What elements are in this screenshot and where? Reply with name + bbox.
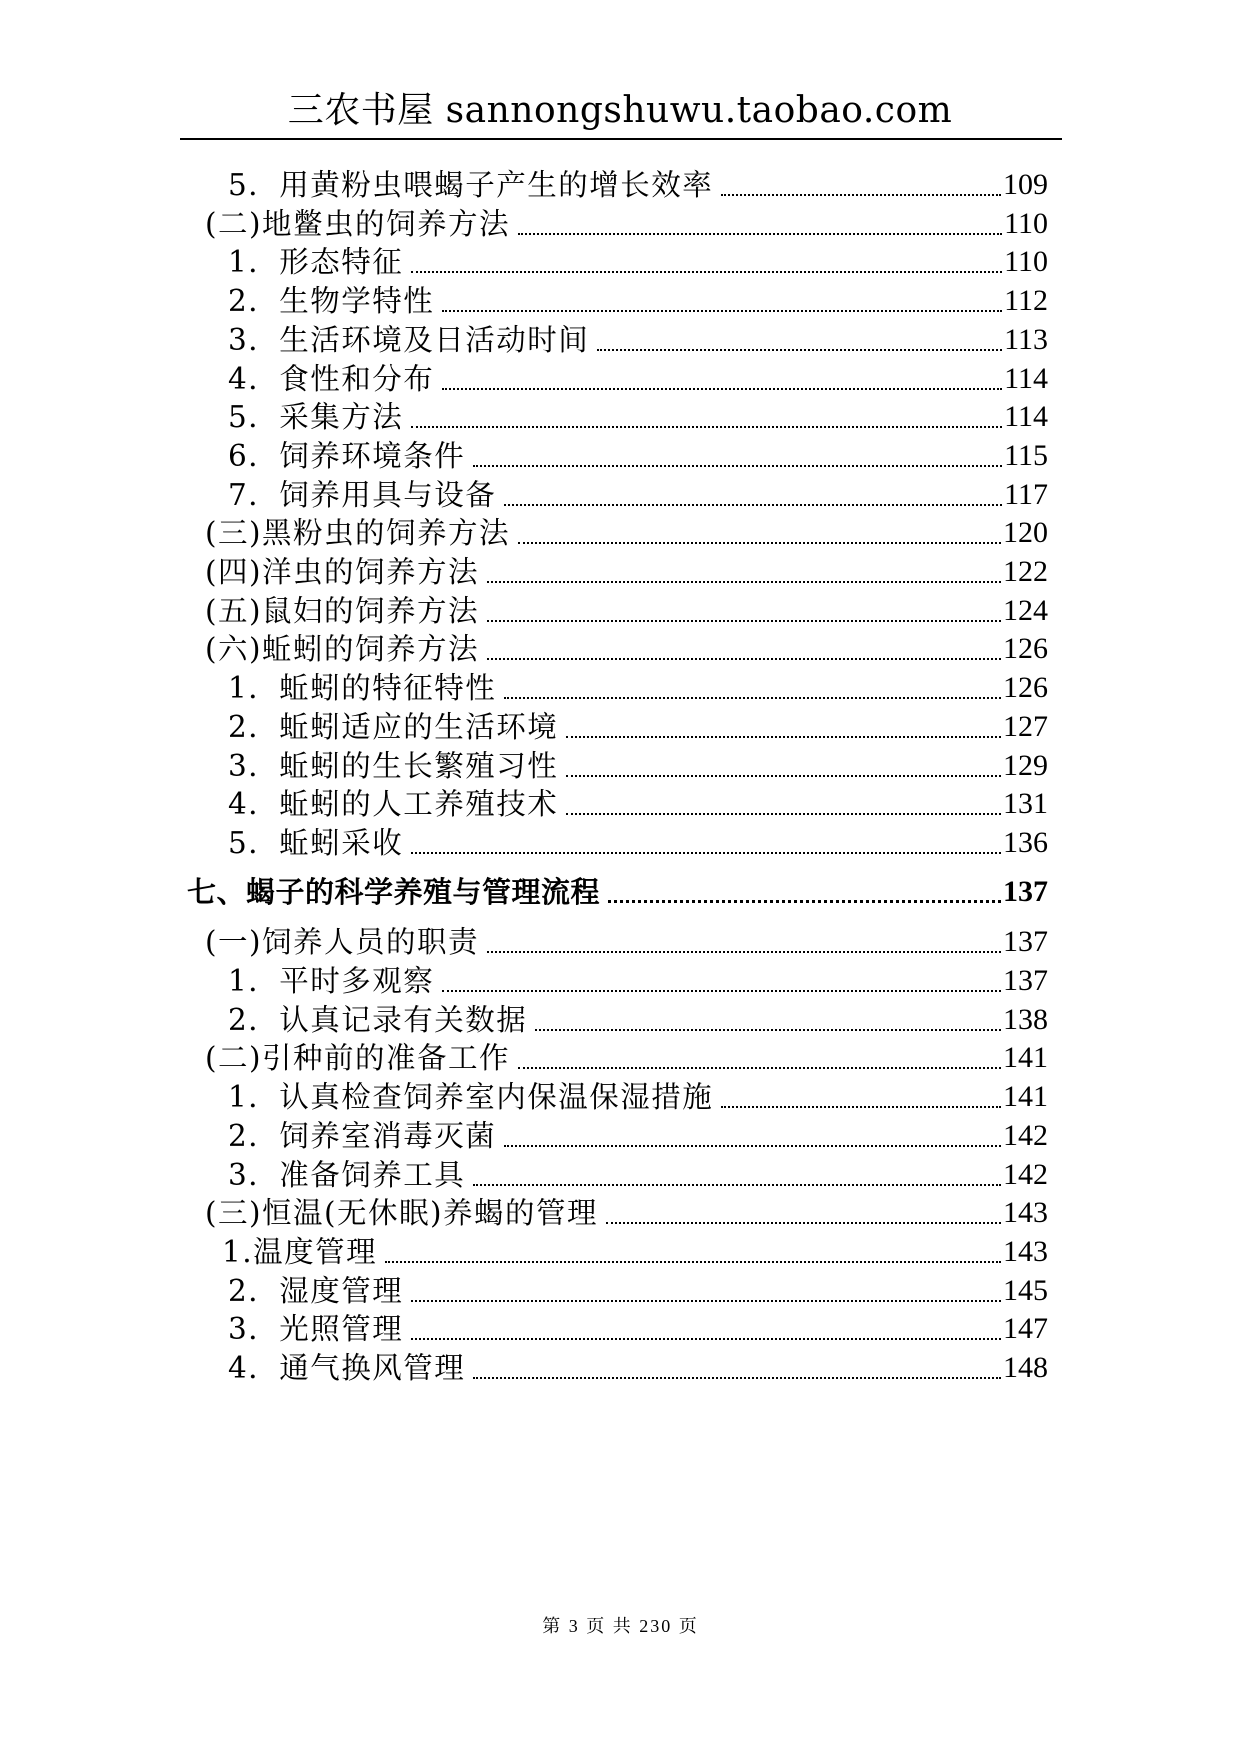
- toc-entry-title: 七、蝎子的科学养殖与管理流程: [187, 874, 601, 909]
- toc-dot-leader: [566, 746, 1001, 786]
- toc-entry[interactable]: [228, 1077, 1048, 1117]
- toc-entry-title: 5．采集方法: [228, 400, 404, 435]
- toc-entry-page-number: 141: [1003, 1080, 1048, 1114]
- toc-entry-title: 4．蚯蚓的人工养殖技术: [228, 787, 559, 822]
- toc-entry-page-number: 117: [1004, 477, 1048, 511]
- toc-entry-page-number: 113: [1004, 322, 1048, 356]
- toc-entry[interactable]: [228, 668, 1048, 708]
- toc-dot-leader: [518, 513, 1001, 553]
- toc-entry-title: 2．湿度管理: [228, 1273, 404, 1308]
- toc-entry-title: 1．蚯蚓的特征特性: [228, 671, 497, 706]
- toc-entry[interactable]: [228, 242, 1048, 282]
- toc-entry-title: 5．蚯蚓采收: [228, 825, 404, 860]
- toc-entry[interactable]: [205, 1038, 1048, 1078]
- toc-entry[interactable]: [228, 320, 1048, 360]
- toc-entry-page-number: 143: [1003, 1196, 1048, 1230]
- toc-entry[interactable]: [228, 784, 1048, 824]
- toc-entry[interactable]: [228, 961, 1048, 1001]
- toc-entry-title: 1．平时多观察: [228, 964, 435, 998]
- toc-dot-leader: [535, 1000, 1001, 1040]
- toc-dot-leader: [504, 475, 1002, 515]
- toc-dot-leader: [518, 1038, 1001, 1078]
- toc-entry-title: 2．蚯蚓适应的生活环境: [228, 709, 559, 744]
- toc-entry-page-number: 143: [1003, 1234, 1048, 1268]
- toc-entry-title: 7．饲养用具与设备: [228, 477, 497, 512]
- toc-dot-leader: [442, 281, 1002, 321]
- toc-dot-leader: [473, 436, 1002, 476]
- toc-dot-leader: [473, 1155, 1001, 1195]
- header-rule: [180, 138, 1062, 140]
- toc-entry-page-number: 127: [1003, 709, 1048, 743]
- toc-entry-page-number: 142: [1003, 1157, 1048, 1191]
- toc-entry[interactable]: [205, 922, 1048, 962]
- toc-entry-title: 2．认真记录有关数据: [228, 1002, 528, 1037]
- toc-entry-title: (二)地鳖虫的饲养方法: [205, 206, 511, 241]
- toc-entry-title: 3．蚯蚓的生长繁殖习性: [228, 748, 559, 783]
- toc-dot-leader: [721, 165, 1001, 205]
- toc-entry-page-number: 141: [1003, 1041, 1048, 1075]
- toc-entry-page-number: 137: [1003, 925, 1048, 959]
- toc-entry-page-number: 145: [1003, 1273, 1048, 1307]
- toc-entry-page-number: 136: [1003, 825, 1048, 859]
- toc-entry[interactable]: [205, 552, 1048, 592]
- toc-entry-title: 1．认真检查饲养室内保温保湿措施: [228, 1080, 714, 1115]
- toc-entry-page-number: 148: [1003, 1351, 1048, 1384]
- toc-dot-leader: [411, 823, 1001, 863]
- toc-entry[interactable]: [222, 1232, 1048, 1272]
- toc-entry[interactable]: [228, 397, 1048, 437]
- toc-entry-title: 1．形态特征: [228, 245, 404, 280]
- toc-entry[interactable]: [228, 1000, 1048, 1040]
- toc-entry-page-number: 109: [1003, 168, 1048, 201]
- toc-entry-page-number: 114: [1004, 361, 1048, 395]
- toc-entry-page-number: 142: [1003, 1118, 1048, 1152]
- toc-chapter-entry[interactable]: [187, 872, 1048, 912]
- toc-dot-leader: [411, 1309, 1001, 1349]
- toc-entry-page-number: 112: [1004, 284, 1048, 318]
- toc-entry[interactable]: [228, 746, 1048, 786]
- toc-dot-leader: [385, 1232, 1001, 1272]
- page-footer: 第 3 页 共 230 页: [542, 1616, 699, 1636]
- page-header: 三农书屋 sannongshuwu.taobao.com: [287, 90, 953, 131]
- toc-entry[interactable]: [228, 707, 1048, 747]
- toc-entry-page-number: 137: [1003, 964, 1048, 997]
- toc-entry[interactable]: [228, 436, 1048, 476]
- toc-entry-page-number: 110: [1004, 245, 1048, 279]
- toc-dot-leader: [487, 629, 1001, 669]
- toc-entry-page-number: 122: [1003, 555, 1048, 588]
- toc-dot-leader: [487, 552, 1001, 592]
- toc-dot-leader: [442, 359, 1002, 399]
- toc-dot-leader: [487, 591, 1001, 631]
- toc-entry[interactable]: [205, 1193, 1048, 1233]
- toc-entry-page-number: 126: [1003, 671, 1048, 705]
- toc-dot-leader: [721, 1077, 1001, 1117]
- toc-entry-title: 4．食性和分布: [228, 361, 435, 396]
- toc-entry-title: (四)洋虫的饲养方法: [205, 555, 480, 589]
- toc-entry-title: 3．生活环境及日活动时间: [228, 322, 590, 357]
- toc-dot-leader: [566, 784, 1001, 824]
- toc-entry[interactable]: [205, 513, 1048, 553]
- toc-entry-title: 4．通气换风管理: [228, 1351, 466, 1385]
- toc-entry-title: (二)引种前的准备工作: [205, 1041, 511, 1076]
- toc-dot-leader: [487, 922, 1001, 962]
- toc-entry-title: (三)黑粉虫的饲养方法: [205, 516, 511, 551]
- toc-entry[interactable]: [228, 1116, 1048, 1156]
- toc-entry-title: 2．生物学特性: [228, 284, 435, 319]
- toc-entry-title: (六)蚯蚓的饲养方法: [205, 632, 480, 667]
- toc-entry-title: 3．光照管理: [228, 1312, 404, 1347]
- toc-dot-leader: [442, 961, 1001, 1001]
- toc-entry-page-number: 114: [1004, 400, 1048, 434]
- toc-entry-page-number: 138: [1003, 1002, 1048, 1036]
- toc-dot-leader: [518, 204, 1002, 244]
- toc-entry-title: 6．饲养环境条件: [228, 438, 466, 473]
- toc-entry-title: 1.温度管理: [222, 1234, 378, 1269]
- toc-entry-title: (一)饲养人员的职责: [205, 925, 480, 960]
- toc-entry[interactable]: [228, 1309, 1048, 1349]
- toc-entry[interactable]: [228, 281, 1048, 321]
- toc-entry-title: (五)鼠妇的饲养方法: [205, 593, 480, 628]
- toc-entry[interactable]: [228, 1155, 1048, 1195]
- toc-dot-leader: [606, 1193, 1001, 1233]
- toc-dot-leader: [566, 707, 1001, 747]
- toc-entry[interactable]: [205, 629, 1048, 669]
- toc-entry[interactable]: [205, 591, 1048, 631]
- toc-entry-page-number: 147: [1003, 1312, 1048, 1346]
- toc-entry-page-number: 129: [1003, 748, 1048, 782]
- toc-entry-title: 5．用黄粉虫喂蝎子产生的增长效率: [228, 168, 714, 202]
- toc-entry-title: (三)恒温(无休眠)养蝎的管理: [205, 1196, 599, 1231]
- toc-dot-leader: [504, 668, 1001, 708]
- toc-entry[interactable]: [228, 1271, 1048, 1311]
- toc-entry[interactable]: [228, 1348, 1048, 1388]
- toc-entry-page-number: 126: [1003, 632, 1048, 666]
- toc-entry-page-number: 137: [1003, 874, 1048, 908]
- toc-dot-leader: [411, 397, 1002, 437]
- toc-dot-leader: [411, 242, 1002, 282]
- toc-entry[interactable]: [228, 823, 1048, 863]
- toc-dot-leader: [597, 320, 1002, 360]
- toc-dot-leader: [608, 872, 1001, 912]
- toc-entry-page-number: 131: [1003, 787, 1048, 821]
- toc-entry-title: 2．饲养室消毒灭菌: [228, 1118, 497, 1153]
- toc-dot-leader: [504, 1116, 1001, 1156]
- toc-entry[interactable]: [228, 165, 1048, 205]
- toc-entry-page-number: 115: [1004, 438, 1048, 472]
- toc-entry-title: 3．准备饲养工具: [228, 1157, 466, 1192]
- toc-entry[interactable]: [228, 475, 1048, 515]
- toc-dot-leader: [473, 1348, 1001, 1388]
- toc-entry[interactable]: [205, 204, 1048, 244]
- toc-entry[interactable]: [228, 359, 1048, 399]
- toc-dot-leader: [411, 1271, 1001, 1311]
- toc-entry-page-number: 124: [1003, 593, 1048, 627]
- toc-entry-page-number: 120: [1003, 516, 1048, 550]
- toc-entry-page-number: 110: [1004, 206, 1048, 240]
